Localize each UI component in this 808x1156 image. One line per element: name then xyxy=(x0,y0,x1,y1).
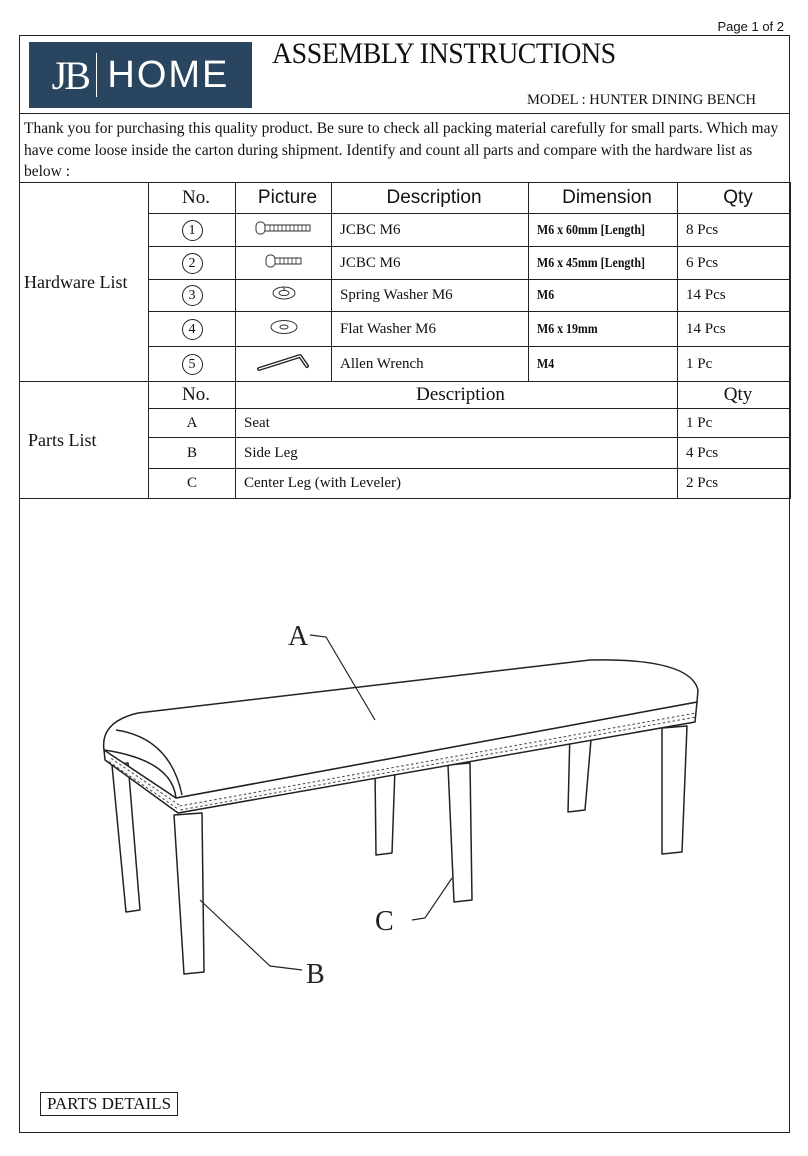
parts-table xyxy=(19,182,791,499)
hardware-no: 2 xyxy=(182,253,203,274)
part-qty: 4 Pcs xyxy=(678,438,791,469)
intro-text: Thank you for purchasing this quality product. Be sure to check all packing material carefully for small parts. Which may have come loose inside the carton during shipment. Identify and count all parts and compare with the hardware list as below : xyxy=(24,120,779,180)
bench-drawing xyxy=(90,610,720,1000)
hardware-dimension: M6 x 19mm xyxy=(537,320,598,336)
hardware-description: JCBC M6 xyxy=(332,247,529,280)
hardware-dimension: M6 xyxy=(537,287,555,302)
hardware-dimension-header: Dimension xyxy=(529,183,678,214)
back-center-leg xyxy=(375,768,395,855)
page-number: Page 1 of 2 xyxy=(717,19,784,34)
spring-washer-icon xyxy=(236,280,332,312)
hardware-dimension: M6 x 60mm [Length] xyxy=(537,221,645,237)
part-description: Side Leg xyxy=(236,438,678,469)
model-name: MODEL : HUNTER DINING BENCH xyxy=(526,92,756,108)
flat-washer-icon xyxy=(236,312,332,347)
hardware-qty: 1 Pc xyxy=(678,347,791,382)
side-leg-b xyxy=(174,813,204,974)
hardware-qty: 6 Pcs xyxy=(678,247,791,280)
hardware-dimension: M6 x 45mm [Length] xyxy=(537,254,645,270)
side-leg-left xyxy=(112,763,140,912)
logo-home: HOME xyxy=(107,53,230,96)
part-no: C xyxy=(149,469,236,499)
hardware-header-row xyxy=(20,183,791,214)
hardware-description: JCBC M6 xyxy=(332,214,529,247)
part-qty: 2 Pcs xyxy=(678,469,791,499)
hardware-picture-header: Picture xyxy=(236,183,332,214)
allen-wrench-icon xyxy=(236,347,332,382)
hardware-no: 1 xyxy=(182,220,203,241)
side-leg-right xyxy=(662,726,687,854)
hardware-qty: 14 Pcs xyxy=(678,312,791,347)
parts-no-header: No. xyxy=(149,382,236,409)
hardware-description: Flat Washer M6 xyxy=(332,312,529,347)
logo-jb: JB xyxy=(51,52,88,98)
parts-list-label: Parts List xyxy=(20,382,149,499)
label-c: C xyxy=(375,906,394,937)
long-bolt-icon xyxy=(236,214,332,247)
hardware-no: 4 xyxy=(182,319,203,340)
part-no: B xyxy=(149,438,236,469)
hardware-no: 5 xyxy=(182,354,203,375)
center-leg-c xyxy=(448,763,472,902)
short-bolt-icon xyxy=(236,247,332,280)
hardware-no-header: No. xyxy=(149,183,236,214)
parts-description-header: Description xyxy=(236,382,678,409)
hardware-qty-header: Qty xyxy=(678,183,791,214)
label-a: A xyxy=(288,621,309,652)
part-no: A xyxy=(149,409,236,438)
brand-logo xyxy=(29,42,252,108)
hardware-description: Spring Washer M6 xyxy=(332,280,529,312)
part-description: Seat xyxy=(236,409,678,438)
hardware-description: Allen Wrench xyxy=(332,347,529,382)
hardware-dimension: M4 xyxy=(537,355,555,371)
parts-header-row xyxy=(20,382,791,409)
hardware-qty: 14 Pcs xyxy=(678,280,791,312)
document-title: ASSEMBLY INSTRUCTIONS xyxy=(272,37,616,70)
hardware-description-header: Description xyxy=(332,183,529,214)
hardware-no: 3 xyxy=(182,285,203,306)
hardware-qty: 8 Pcs xyxy=(678,214,791,247)
hardware-list-label: Hardware List xyxy=(20,183,149,382)
label-b: B xyxy=(306,959,325,990)
part-qty: 1 Pc xyxy=(678,409,791,438)
parts-details-label: PARTS DETAILS xyxy=(40,1092,178,1116)
parts-qty-header: Qty xyxy=(678,382,791,409)
logo-divider xyxy=(96,53,98,97)
header-divider xyxy=(19,113,790,114)
part-description: Center Leg (with Leveler) xyxy=(236,469,678,499)
